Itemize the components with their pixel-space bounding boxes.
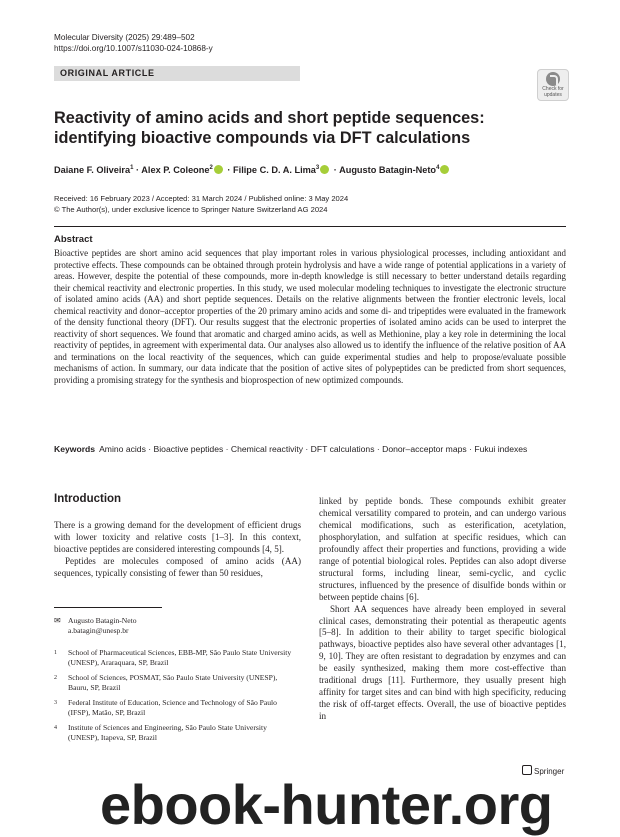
- author-separator: ·: [224, 165, 234, 176]
- affiliation-text: School of Sciences, POSMAT, São Paulo State University (UNESP), Bauru, SP, Brazil: [68, 673, 278, 692]
- introduction-right-column: [319, 496, 566, 723]
- orcid-icon[interactable]: [320, 165, 329, 174]
- affiliation-number: 1: [54, 650, 57, 656]
- introduction-left-column: [54, 520, 301, 580]
- check-updates-icon: [546, 72, 560, 86]
- journal-citation: Molecular Diversity (2025) 29:489–502: [54, 33, 195, 42]
- affiliation-text: School of Pharmaceutical Sciences, EBB-MP, São Paulo State University (UNESP), Araraquara, SP, Brazil: [68, 648, 292, 667]
- keywords: [54, 444, 566, 456]
- author-list: [54, 162, 574, 176]
- affiliation-number: 2: [54, 675, 57, 681]
- keywords-label: Keywords: [54, 444, 96, 454]
- author-affiliation-number: 2: [209, 165, 213, 171]
- author-name[interactable]: Filipe C. D. A. Lima: [233, 165, 316, 176]
- affiliation-number: 3: [54, 700, 57, 706]
- paragraph: Short AA sequences have already been employed in several clinical cases, demonstrating their potential as therapeutic agents [5–8]. In addition to their ability to target specific biological pathways, bioactive peptides also have several other advantages [1, 9, 10]. They are often resistant to degradation by enzymes and can be easily synthesized, making them more cost-effective than traditional drugs [11]. Furthermore, they usually present high affinity for target sites and can bind with high specificity, reducing the risk of off-target effects. Overall, the use of bioactive peptides in: [319, 603, 566, 722]
- journal-header: [54, 33, 213, 54]
- author-affiliation-number: 1: [130, 165, 134, 171]
- keywords-list: Amino acids · Bioactive peptides · Chemical reactivity · DFT calculations · Donor–acceptor maps · Fukui indexes: [99, 444, 528, 454]
- check-for-updates-badge[interactable]: [537, 69, 569, 101]
- author-affiliation-number: 3: [315, 165, 320, 171]
- copyright-notice: © The Author(s), under exclusive licence to Springer Nature Switzerland AG 2024: [54, 204, 328, 214]
- author-separator: ·: [331, 165, 340, 176]
- article-title: Reactivity of amino acids and short peptide sequences: identifying bioactive compounds via DFT calculations: [54, 109, 485, 147]
- abstract-divider: [54, 226, 566, 227]
- article-type-bar: [54, 66, 300, 81]
- doi-link[interactable]: https://doi.org/10.1007/s11030-024-10868-y: [54, 43, 213, 53]
- author-name[interactable]: Daiane F. Oliveira: [54, 165, 131, 176]
- article-type-label: ORIGINAL ARTICLE: [60, 68, 155, 78]
- paragraph: linked by peptide bonds. These compounds exhibit greater chemical versatility compared to protein, and can undergo various chemical modifications, such as esterification, acetylation, phosphorylation, and sulfation at specific residues, which can profoundly affect their properties and functions, providing a wide range of potential biological roles. Peptides can also adopt diverse structural forms, including linear, semi-cyclic, and cyclic structures, influenced by the presence of disulfide bonds within or between peptide chains [6].: [319, 496, 566, 602]
- corresponding-email[interactable]: a.batagin@unesp.br: [68, 626, 129, 635]
- author-affiliation-number: 4: [436, 165, 440, 171]
- orcid-icon[interactable]: [440, 165, 449, 174]
- orcid-icon[interactable]: [214, 165, 223, 174]
- abstract-text: Bioactive peptides are short amino acid sequences that play important roles in various physiological processes, including antioxidant and protective effects. These compounds can be obtained through protein hydrolysis and have a wide range of potential applications in a variety of areas. However, despite the potential of these compounds, more in-depth knowledge is still necessary to better understand details regarding their chemical reactivity and electronic properties. In this study, we used molecular modeling techniques to investigate the electronic structure of isolated amino acids (AA) and short peptide sequences. Details on the relative alignments between the frontier electronic levels, local chemical reactivity and donor–acceptor properties of the 20 primary amino acids and some di- and tripeptides were evaluated in the framework of the density functional theory (DFT). Our results suggest that the electronic properties of isolated amino acids can be used to interpret the reactivity of short sequences. We found that aromatic and charged amino acids, as well as Methionine, play a key role in determining the local reactivity of peptides, in agreement with experimental data. Our analyses also allowed us to identify the influence of the relative position of AA and terminations on the local reactivity of the sequences, which can guide experimental studies and help to propose/evaluate possible mechanisms of action. In summary, our data indicate that the position of active sites of polypeptides can be predicted from short sequences, providing a promising strategy for the synthesis and bioprospection of new optimized compounds.: [54, 248, 566, 386]
- publisher-name: Springer: [534, 767, 565, 776]
- check-updates-label: Check for updates: [542, 86, 564, 98]
- abstract-heading: Abstract: [54, 234, 93, 245]
- publication-dates: [54, 194, 348, 215]
- affiliation-text: Federal Institute of Education, Science and Technology of São Paulo (IFSP), Matão, SP, Brazil: [68, 698, 277, 717]
- footnote-divider: [54, 607, 162, 608]
- author-separator: ·: [133, 165, 142, 176]
- corresponding-author: Augusto Batagin-Neto: [68, 616, 137, 625]
- paragraph: There is a growing demand for the development of efficient drugs with lower toxicity and relative costs [1–3]. In this context, bioactive peptides are considered interesting compounds [4, 5].: [54, 520, 301, 554]
- affiliation-text: Institute of Sciences and Engineering, São Paulo State University (UNESP), Itapeva, SP, Brazil: [68, 723, 267, 742]
- affiliation-number: 4: [54, 725, 57, 731]
- history-dates: Received: 16 February 2023 / Accepted: 31 March 2024 / Published online: 3 May 2024: [54, 194, 349, 203]
- introduction-heading: Introduction: [54, 493, 122, 505]
- watermark: ebook-hunter.org: [100, 773, 553, 836]
- author-name[interactable]: Augusto Batagin-Neto: [339, 165, 437, 176]
- author-name[interactable]: Alex P. Coleone: [141, 165, 210, 176]
- envelope-icon: ✉: [54, 616, 61, 625]
- paragraph: Peptides are molecules composed of amino acids (AA) sequences, typically consisting of fewer than 50 residues,: [54, 555, 301, 578]
